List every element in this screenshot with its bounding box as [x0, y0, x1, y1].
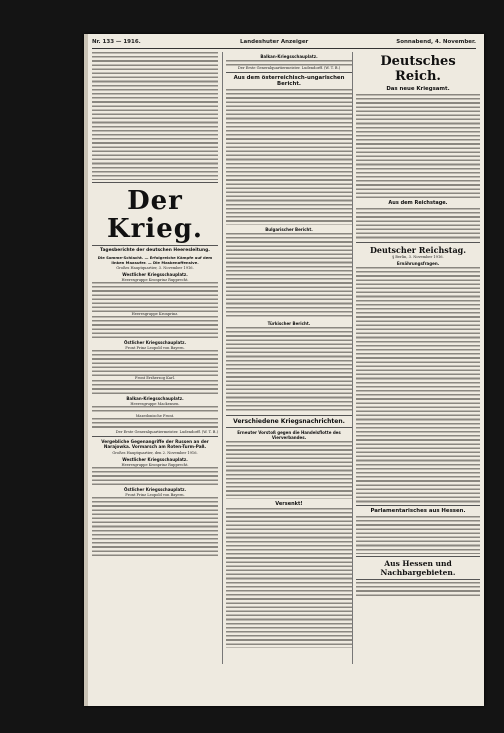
column-2 — [226, 52, 352, 664]
report-body — [92, 497, 218, 557]
article-body — [356, 516, 480, 554]
article-body — [226, 89, 352, 225]
page-header — [92, 38, 476, 48]
divider — [356, 579, 480, 580]
section-heading: Türkischer Bericht. — [267, 321, 311, 326]
army-group: Heeresgruppe Kronprinz Rupprecht. — [121, 463, 189, 467]
divider — [226, 72, 352, 73]
war-section-subtitle: Tagesberichte der deutschen Heeresleitung. — [100, 248, 210, 253]
war-headline: Die Somme-Schlacht. — Erfolgreiche Kämpfe auf dem linken Maasufer. — Die Maskenoffensive. — [97, 255, 213, 265]
army-group: Front Erzherzog Karl. — [134, 376, 175, 380]
section-title: Deutscher Reichstag. — [369, 245, 467, 255]
theater-heading: Balkan-Kriegsschauplatz. — [126, 396, 184, 401]
army-group: Front Prinz Leopold von Bayern. — [125, 493, 185, 497]
divider — [92, 182, 218, 183]
headline: Erneuter Vorstoß gegen die Handelsflotte des Vierverbandes. — [237, 430, 341, 440]
army-group: Heeresgruppe Kronprinz. — [131, 312, 179, 316]
column-rule-2 — [352, 52, 353, 664]
report-body — [92, 316, 218, 338]
headline: Versenkt! — [275, 501, 303, 507]
army-group: Heeresgruppe Mackensen. — [130, 402, 180, 406]
dateline: § Berlin, 3. November 1916. — [392, 255, 444, 259]
issue-date: Sonnabend, 4. November. — [396, 39, 476, 45]
report-body — [92, 350, 218, 376]
theater-heading: Westlicher Kriegsschauplatz. — [122, 457, 188, 462]
section-heading: Verschiedene Kriegsnachrichten. — [233, 418, 345, 425]
divider — [92, 436, 218, 437]
article-body — [226, 441, 352, 499]
dateline: Großes Hauptquartier, 3. November 1916. — [116, 266, 194, 270]
divider — [356, 556, 480, 557]
section-subtitle: Das neue Kriegsamt. — [386, 86, 450, 92]
section-subtitle: Aus dem Reichstage. — [388, 200, 448, 206]
header-rule — [92, 48, 476, 49]
report-signature: Der Erste Generalquartiermeister. Ludendorff. (W. T. B.) — [115, 430, 218, 434]
divider — [92, 245, 218, 246]
report-body — [92, 406, 218, 414]
page-binding-edge — [84, 34, 88, 706]
divider — [226, 415, 352, 416]
divider — [356, 242, 480, 243]
column-3 — [356, 52, 480, 664]
article-body — [356, 208, 480, 240]
section-title: Parlamentarisches aus Hessen. — [370, 508, 466, 514]
report-body — [92, 418, 218, 430]
article-body — [226, 508, 352, 648]
divider — [356, 505, 480, 506]
report-body — [92, 467, 218, 485]
column-1 — [92, 52, 218, 664]
theater-heading: Östlicher Kriegsschauplatz. — [124, 487, 186, 492]
article-body — [356, 267, 480, 503]
army-group: Heeresgruppe Kronprinz Rupprecht. — [121, 278, 189, 282]
section-heading: Aus dem österreichisch-ungarischen Bericht. — [233, 75, 345, 87]
theater-heading: Westlicher Kriegsschauplatz. — [122, 272, 188, 277]
section-title: Aus Hessen und Nachbargebieten. — [380, 559, 456, 577]
section-heading: Balkan-Kriegsschauplatz. — [260, 54, 318, 59]
col1-top-article — [92, 52, 218, 180]
report-body — [92, 380, 218, 394]
dateline: Großes Hauptquartier, den 2. November 1916. — [112, 451, 198, 455]
article-body — [356, 94, 480, 198]
article-body — [226, 327, 352, 413]
army-group: Front Prinz Leopold von Bayern. — [125, 346, 185, 350]
issue-number: Nr. 133 — 1916. — [92, 39, 141, 45]
article-body — [356, 582, 480, 598]
report-body — [92, 282, 218, 312]
war-section-title: Der Krieg. — [107, 186, 203, 244]
section-title: Deutsches Reich. — [380, 54, 456, 84]
column-rule-1 — [222, 52, 223, 664]
theater-heading: Östlicher Kriegsschauplatz. — [124, 340, 186, 345]
section-subtitle: Ernährungsfragen. — [396, 261, 440, 266]
headline: Vergebliche Gegenangriffe der Russen an der Narajowka. Vormarsch am Roten-Turm-Paß. — [101, 439, 209, 449]
article-body — [226, 233, 352, 319]
divider — [226, 427, 352, 428]
section-heading: Bulgarischer Bericht. — [265, 227, 313, 232]
report-signature: Der Erste Generalquartiermeister. Ludendorff. (W. T. B.) — [237, 66, 341, 70]
paper-name: Landeshuter Anzeiger — [240, 39, 309, 45]
army-group: Mazedonische Front. — [135, 414, 175, 418]
